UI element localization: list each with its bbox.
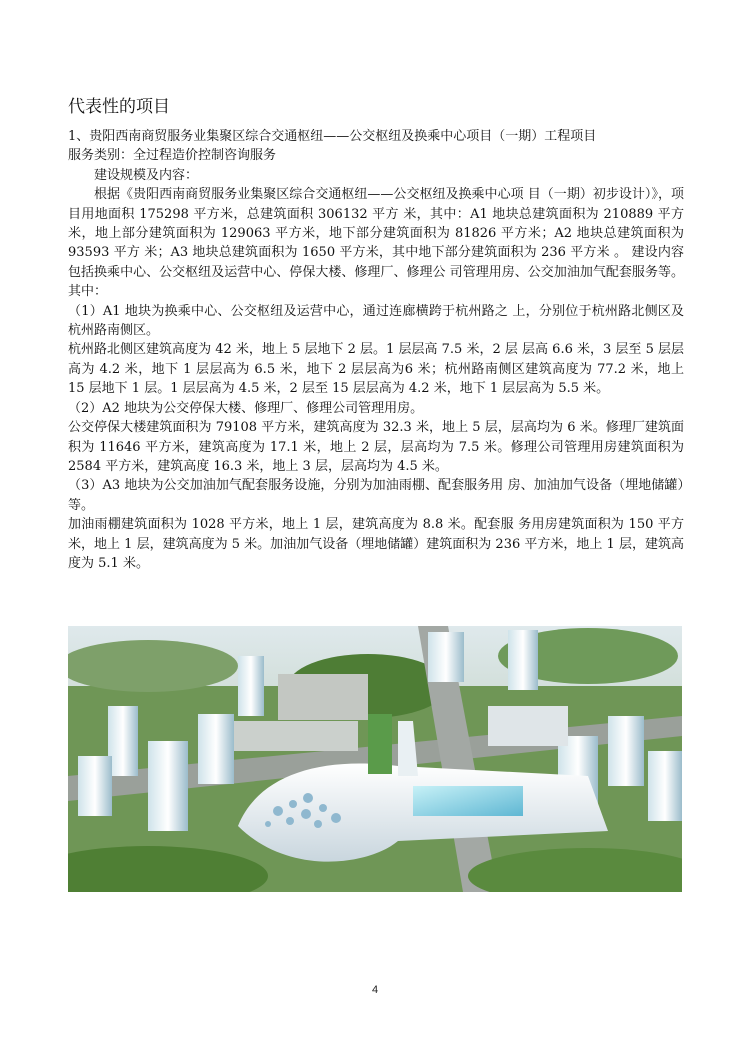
- service-category: 服务类别：全过程造价控制咨询服务: [68, 148, 277, 164]
- project-description: [68, 127, 684, 573]
- a3-detail-paragraph: 加油雨棚建筑面积为 1028 平方米，地上 1 层，建筑高度为 8.8 米。配套服 务用房建筑面积为 150 平方米，地上 1 层，建筑高度为 5 米。加油加气设备（埋地储罐）建筑面积为 236 平方米，地上 1 层，建筑高度为 5.1 米。: [68, 517, 684, 571]
- project-rendering-image: [68, 626, 682, 892]
- scale-paragraph: 根据《贵阳西南商贸服务业集聚区综合交通枢纽——公交枢纽及换乘中心项 目（一期）初步设计）》，项目用地面积 175298 平方米，总建筑面积 306132 平方 米，其中：A1 地块总建筑面积为 210889 平方米，地上部分建筑面积为 129063 平方米，地下部分建筑面积为 81826 平方米；A2 地块总建筑面积为 93593 平方 米；A3 地块总建筑面积为 1650 平方米，其中地下部分建筑面积为 236 平方米 。 建设内容包括换乘中心、公交枢纽及运营中心、停保大楼、修理厂、修理公 司管理用房、公交加油加气配套服务等。其中：: [68, 187, 684, 300]
- a2-paragraph: （2）A2 地块为公交停保大楼、修理厂、修理公司管理用房。: [68, 400, 424, 416]
- a3-paragraph: （3）A3 地块为公交加油加气配套服务设施，分别为加油雨棚、配套服务用 房、加油加气设备（埋地储罐）等。: [68, 478, 684, 513]
- project-heading: 1、贵阳西南商贸服务业集聚区综合交通枢纽——公交枢纽及换乘中心项目（一期）工程项目: [68, 129, 597, 144]
- a1-paragraph: （1）A1 地块为换乘中心、公交枢纽及运营中心，通过连廊横跨于杭州路之 上，分别位于杭州路北侧区及杭州路南侧区。: [68, 303, 684, 339]
- scale-heading: 建设规模及内容：: [94, 167, 199, 183]
- page-number: 4: [371, 984, 379, 996]
- a1-detail-paragraph: 杭州路北侧区建筑高度为 42 米，地上 5 层地下 2 层。1 层层高 7.5 米，2 层 层高 6.6 米，3 层至 5 层层高为 4.2 米，地下 1 层层高为 6.5 米，地下 2 层层高为6 米；杭州路南侧区建筑高度为 77.2 米，地上 15 层地下 1 层。1 层层高为 4.5 米，2 层至 15 层层高为 4.2 米，地下 1 层层高为 5.5 米。: [68, 342, 684, 397]
- a2-detail-paragraph: 公交停保大楼建筑面积为 79108 平方米，建筑高度为 32.3 米，地上 5 层，层高均为 6 米。修理厂建筑面积为 11646 平方米，建筑高度为 17.1 米，地上 2 层，层高均为 7.5 米。修理公司管理用房建筑面积为 2584 平方米，建筑高度 16.3 米，地上 3 层，层高均为 4.5 米。: [68, 420, 684, 474]
- section-title: 代表性的项目: [68, 97, 170, 117]
